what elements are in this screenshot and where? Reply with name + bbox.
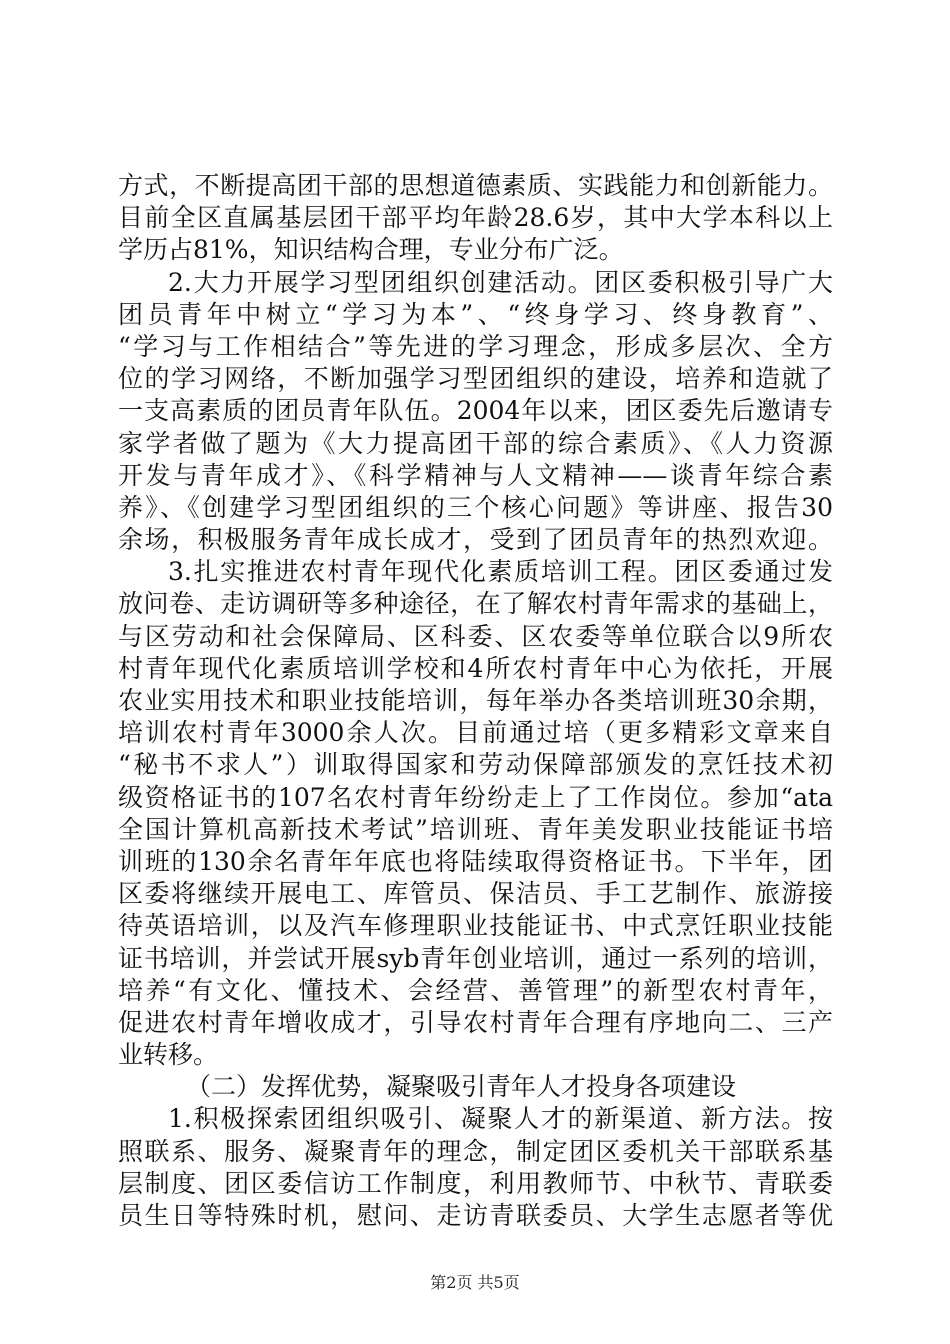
paragraph-start-line: 1.积极探索团组织吸引、凝聚人才的新渠道、新方法。按	[168, 1104, 833, 1134]
text-line: 团员青年中树立“学习为本”、“终身学习、终身教育”、	[118, 299, 833, 329]
text-line: 培养“有文化、懂技术、会经营、善管理”的新型农村青年，	[118, 975, 833, 1005]
text-line: 开发与青年成才》、《科学精神与人文精神——谈青年综合素	[118, 460, 833, 490]
paragraph-start-line: 2.大力开展学习型团组织创建活动。团区委积极引导广大	[168, 267, 833, 297]
text-line: 农业实用技术和职业技能培训，每年举办各类培训班30余期，	[118, 686, 833, 715]
text-line: 余场，积极服务青年成长成才，受到了团员青年的热烈欢迎。	[118, 525, 833, 555]
text-line: 级资格证书的107名农村青年纷纷走上了工作岗位。参加“ata	[118, 782, 833, 812]
text-line: 层制度、团区委信访工作制度，利用教师节、中秋节、青联委	[118, 1168, 833, 1198]
page-footer	[0, 1270, 950, 1293]
text-line: 区委将继续开展电工、库管员、保洁员、手工艺制作、旅游接	[118, 879, 833, 909]
text-line: 训班的130余名青年年底也将陆续取得资格证书。下半年，团	[118, 846, 833, 876]
text-line: 证书培训，并尝试开展syb青年创业培训，通过一系列的培训，	[118, 943, 833, 973]
text-line: 村青年现代化素质培训学校和4所农村青年中心为依托，开展	[118, 653, 833, 683]
text-line: 待英语培训，以及汽车修理职业技能证书、中式烹饪职业技能	[118, 911, 833, 941]
text-line: 员生日等特殊时机，慰问、走访青联委员、大学生志愿者等优	[118, 1201, 833, 1230]
text-line: 业转移。	[118, 1040, 219, 1070]
text-line: 培训农村青年3000余人次。目前通过培（更多精彩文章来自	[118, 718, 833, 748]
text-line: 目前全区直属基层团干部平均年龄28.6岁，其中大学本科以上	[118, 203, 833, 233]
paragraph-start-line: 3.扎实推进农村青年现代化素质培训工程。团区委通过发	[168, 557, 833, 587]
text-line: 家学者做了题为《大力提高团干部的综合素质》、《人力资源	[118, 428, 833, 458]
text-line: 照联系、服务、凝聚青年的理念，制定团区委机关干部联系基	[118, 1136, 833, 1166]
text-line: 学历占81%，知识结构合理，专业分布广泛。	[118, 235, 624, 265]
page-number: 第2页 共5页	[430, 1273, 520, 1292]
text-line: 放问卷、走访调研等多种途径，在了解农村青年需求的基础上，	[118, 589, 833, 619]
section-heading: （二）发挥优势，凝聚吸引青年人才投身各项建设	[186, 1072, 737, 1102]
text-line: “学习与工作相结合”等先进的学习理念，形成多层次、全方	[118, 331, 833, 361]
text-line: 方式，不断提高团干部的思想道德素质、实践能力和创新能力。	[118, 171, 833, 200]
text-line: 位的学习网络，不断加强学习型团组织的建设，培养和造就了	[118, 364, 833, 394]
text-line: 全国计算机高新技术考试”培训班、青年美发职业技能证书培	[118, 814, 833, 844]
text-line: 促进农村青年增收成才，引导农村青年合理有序地向二、三产	[118, 1007, 833, 1037]
document-body	[118, 170, 833, 1232]
text-line: “秘书不求人”）训取得国家和劳动保障部颁发的烹饪技术初	[118, 750, 833, 780]
text-line: 养》、《创建学习型团组织的三个核心问题》等讲座、报告30	[118, 492, 833, 522]
text-line: 与区劳动和社会保障局、区科委、区农委等单位联合以9所农	[118, 621, 833, 651]
text-line: 一支高素质的团员青年队伍。2004年以来，团区委先后邀请专	[118, 396, 833, 426]
